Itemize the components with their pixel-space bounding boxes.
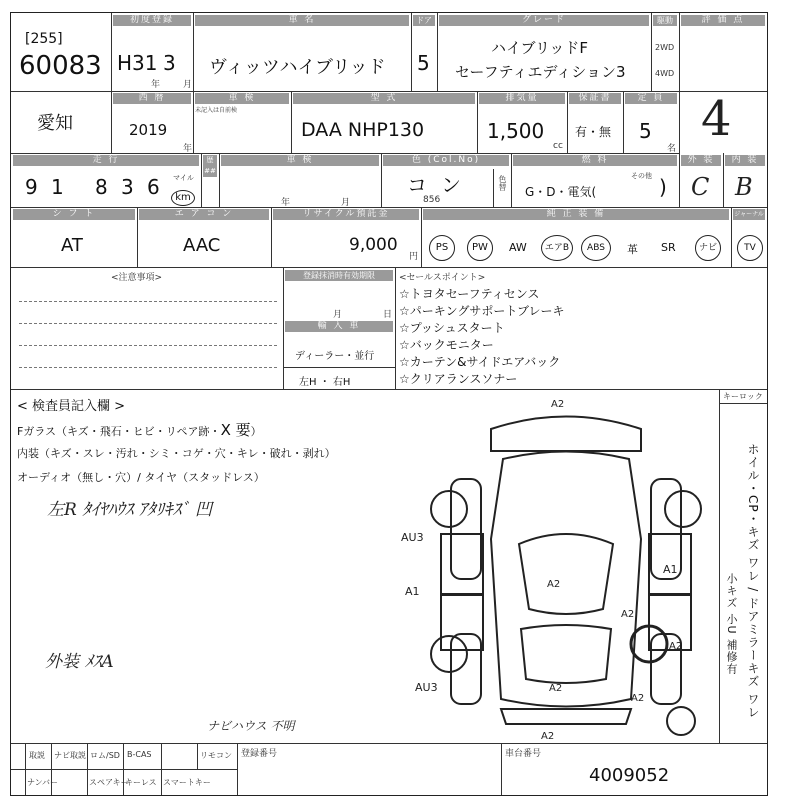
row-divider: [11, 91, 767, 92]
damage-mark: A2: [669, 641, 683, 652]
mileage-digit-2: 1: [51, 175, 64, 199]
color: コン: [407, 173, 475, 197]
inspector-note-2: 外装 ﾒｽA: [45, 652, 114, 672]
mileage-digit-3: 8: [95, 175, 108, 199]
drive-4wd: 4WD: [655, 69, 675, 78]
footer-item: ロム/SD: [90, 751, 120, 760]
displacement: 1,500: [487, 119, 545, 143]
damage-mark: A2: [549, 683, 563, 694]
sales-point: ☆パーキングサポートブレーキ: [399, 304, 565, 318]
sales-point: ☆クリアランスソナー: [399, 372, 518, 386]
audio-tire-line: オーディオ（無し・穴）/ タイヤ（スタッドレス）: [17, 471, 265, 484]
lot-number: 60083: [19, 51, 102, 81]
footer-item: 取説: [29, 751, 45, 760]
recycle-fee: 9,000: [349, 235, 398, 255]
fuel-options: G・D・電気(: [525, 185, 597, 199]
equip-tv: TV: [737, 235, 763, 261]
aircon: AAC: [183, 235, 221, 256]
damage-mark: A1: [663, 563, 678, 576]
score-header: 評 価 点: [681, 15, 765, 26]
equip-navi: ナビ: [695, 235, 721, 261]
damage-mark: A2: [547, 579, 561, 590]
first-reg-header: 初度登録: [113, 15, 191, 26]
color-number: 856: [423, 195, 441, 205]
interior-line: 内装（キズ・スレ・汚れ・シミ・コゲ・穴・キレ・破れ・剥れ）: [17, 447, 336, 460]
sales-point: ☆トヨタセーフティセンス: [399, 287, 540, 301]
warranty: 有・無: [575, 125, 612, 139]
shift: AT: [61, 235, 83, 256]
seats: 5: [639, 119, 652, 143]
damage-mark: A2: [541, 731, 555, 742]
footer-item: キーレス: [125, 778, 157, 787]
model-year: 2019: [129, 121, 168, 139]
inspector-note-1: 左R ﾀｲﾔﾊｳｽ ｱﾀﾘｷｽﾞ 凹: [47, 500, 213, 520]
import-options: ディーラー・並行: [295, 351, 375, 362]
equip-ps: PS: [429, 235, 455, 261]
inspector-title: < 検査員記入欄 >: [17, 399, 126, 414]
equip-abs: ABS: [581, 235, 611, 261]
exterior-grade: C: [691, 173, 710, 201]
sales-point: ☆バックモニター: [399, 338, 494, 352]
sales-label: <セールスポイント>: [399, 273, 486, 283]
first-reg-era: H31: [117, 51, 158, 75]
inspector-note-3: ナビハウス 不明: [207, 719, 295, 733]
lot-label: [255]: [25, 31, 63, 47]
equip-airbag: エアB: [541, 235, 573, 261]
damage-mark: A1: [405, 585, 420, 598]
footer-item: スペアキー: [89, 778, 129, 787]
glass-line: Fガラス（キズ・飛石・ヒビ・リペア跡・X 要）: [17, 421, 262, 439]
grade-line-1: ハイブリッドF: [491, 39, 588, 57]
steering-side: 左H ・ 右H: [299, 377, 351, 388]
key-lock-label: キーロック: [723, 392, 763, 401]
chassis-label: 車台番号: [505, 749, 542, 759]
side-legend-sub: 小キズ 小U 補修有: [725, 573, 738, 676]
first-reg-month: 3: [163, 51, 176, 75]
side-legend: ホイル・CP・キズ ワレ / ドアミラーキズ ワレ: [746, 443, 760, 719]
grade-header: グレード: [439, 15, 649, 26]
equip-aw: AW: [509, 241, 527, 254]
damage-mark: AU3: [415, 681, 438, 694]
doors-value: 5: [417, 51, 430, 75]
drive-header: 駆動: [653, 15, 677, 26]
car-name: ヴィッツハイブリッド: [209, 57, 386, 78]
chassis-number: 4009052: [589, 765, 670, 786]
mileage-digit-1: 9: [25, 175, 38, 199]
damage-mark: A2: [551, 399, 565, 410]
damage-mark: AU3: [401, 531, 424, 544]
auction-sheet: 初度登録 車 名 ドア グレード 駆動 評 価 点 [255] 60083 H31 3 年 月 ヴィッツハイブリッド 5 ハイブリッドF セーフティエディション3 2WD 4WD 4 西 暦 車 検 型 式 排気量 保証書 定 員 愛知 2019 年 未記入は自前検 DAA NHP130 1,500 cc 有・無 5 名 走 行 歴 ## 車 検 色 (Col.No) 燃 料 外 装 内 装 9 1 8 3 6 マイル km 年 月 コン 856 色替 G・D・電気( その他 ) C B シ フ ト エ ア コ ン リサイクル預託金 純 正 装 備 ジャーナル AT AAC 9,000 円 PS PW AW エアB ABS 革 SR ナビ TV <注意事項> 登録抹消時有効期限 月 日 輸 入 車 ディーラー・並行 左H ・ 右H <セールスポイント> ☆トヨタセーフティセンス ☆パーキングサポートブレーキ ☆プッシュスタート ☆バックモニター ☆カーテン&サイドエアバック ☆クリアランスソナー キーロック ホイル・CP・キズ ワレ / ドアミラーキズ ワレ 小キズ 小U 補修有 < 検査員記入欄 > Fガラス（キズ・飛石・ヒビ・リペア跡・X 要） 内装（キズ・スレ・汚れ・シミ・コゲ・穴・キレ・破れ・剥れ） オーディオ（無し・穴）/ タイヤ（スタッドレス） 左R ﾀｲﾔﾊｳｽ ｱﾀﾘｷｽﾞ 凹 外装 ﾒｽA ナビハウス 不明 A2 AU3 A1 A2 A1 A2 AU3 A2 A2 A2 A2 取説 ナビ取説 ロム/SD B-CAS リモコン ナンバー スペアキー キーレス スマートキー 登録番号 車台番号 4009052: [10, 12, 768, 796]
equip-sr: SR: [661, 241, 676, 254]
footer-item: リモコン: [200, 751, 232, 760]
location: 愛知: [37, 113, 73, 134]
model-code: DAA NHP130: [301, 119, 425, 141]
notes-label: <注意事項>: [111, 273, 163, 283]
reg-number-label: 登録番号: [241, 749, 278, 759]
footer-item: スマートキー: [163, 778, 211, 787]
km-unit: km: [171, 190, 195, 206]
footer-item: ナビ取説: [54, 751, 86, 760]
equip-leather: 革: [627, 243, 638, 256]
drive-2wd: 2WD: [655, 43, 675, 52]
mileage-digit-4: 3: [121, 175, 134, 199]
grade-line-2: セーフティエディション3: [455, 63, 626, 81]
damage-mark: A2: [621, 609, 635, 620]
doors-header: ドア: [413, 15, 435, 26]
overall-score: 4: [701, 91, 732, 147]
mileage-digit-5: 6: [147, 175, 160, 199]
car-name-header: 車 名: [195, 15, 409, 26]
sales-point: ☆プッシュスタート: [399, 321, 505, 335]
interior-grade: B: [735, 173, 753, 201]
footer-item: B-CAS: [127, 750, 152, 759]
sales-point: ☆カーテン&サイドエアバック: [399, 355, 561, 369]
equip-pw: PW: [467, 235, 493, 261]
damage-mark: A2: [631, 693, 645, 704]
footer-item: ナンバー: [27, 778, 59, 787]
